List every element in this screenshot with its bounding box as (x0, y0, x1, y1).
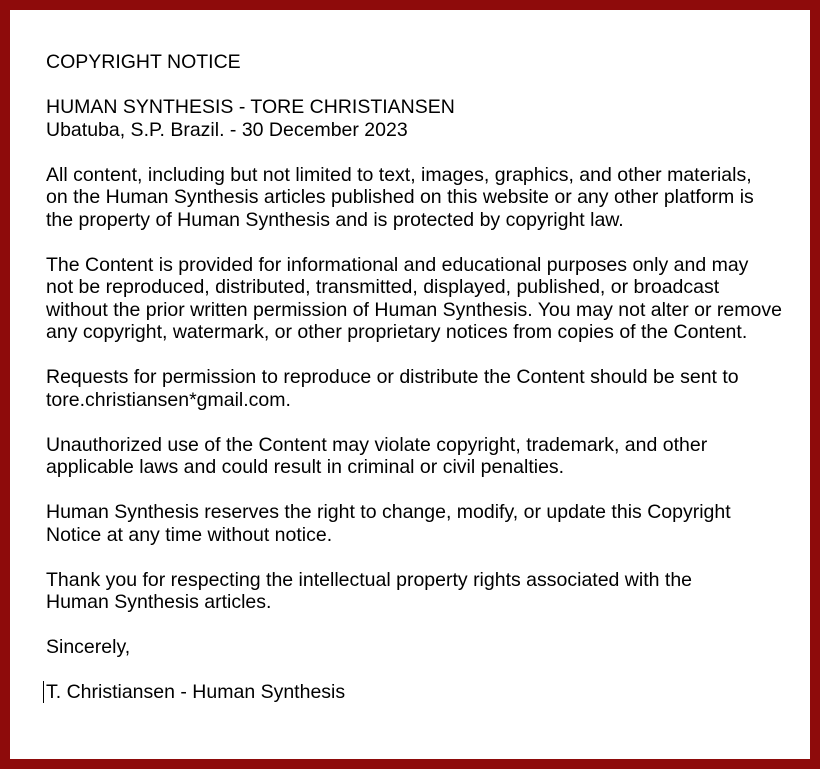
paragraph-line: The Content is provided for informational and educational purposes only and may (46, 253, 749, 276)
title-block (46, 51, 792, 74)
paragraph-line: Human Synthesis articles. (46, 591, 272, 613)
paragraph-line: any copyright, watermark, or other proprietary notices from copies of the Content. (46, 321, 748, 343)
signature-line (46, 681, 792, 704)
closing-block (46, 636, 792, 659)
paragraph-usage-restrictions (46, 254, 792, 344)
paragraph-line: All content, including but not limited to text, images, graphics, and other materials, (46, 163, 752, 186)
paragraph-line: on the Human Synthesis articles published on this website or any other platform is (46, 186, 754, 208)
paragraph-line: Requests for permission to reproduce or distribute the Content should be sent to (46, 366, 739, 388)
paragraph-line: Unauthorized use of the Content may violate copyright, trademark, and other (46, 433, 708, 456)
place-date-line: Ubatuba, S.P. Brazil. - 30 December 2023 (46, 118, 408, 141)
paragraph-line: without the prior written permission of Human Synthesis. You may not alter or remove (46, 298, 782, 321)
paragraph-permission-requests (46, 366, 792, 411)
text-cursor (43, 681, 44, 703)
header-block (46, 96, 792, 141)
paragraph-ownership (46, 164, 792, 232)
signature-block (46, 681, 792, 704)
paragraph-line: Notice at any time without notice. (46, 523, 333, 546)
paragraph-line: Human Synthesis reserves the right to change, modify, or update this Copyright (46, 501, 731, 523)
document-text-area[interactable] (10, 10, 810, 704)
organization-line: HUMAN SYNTHESIS - TORE CHRISTIANSEN (46, 96, 455, 118)
paragraph-modification-rights (46, 501, 792, 546)
paragraph-unauthorized-use (46, 434, 792, 479)
paragraph-line: Thank you for respecting the intellectual property rights associated with the (46, 568, 693, 591)
paragraph-line: applicable laws and could result in criminal or civil penalties. (46, 456, 565, 478)
page-title: COPYRIGHT NOTICE (46, 51, 241, 73)
contact-email-line: tore.christiansen*gmail.com. (46, 388, 291, 411)
paragraph-thanks (46, 569, 792, 614)
paragraph-line: the property of Human Synthesis and is protected by copyright law. (46, 208, 624, 231)
signature-text: T. Christiansen - Human Synthesis (46, 681, 346, 703)
closing-line: Sincerely, (46, 636, 131, 658)
paragraph-line: not be reproduced, distributed, transmitted, displayed, published, or broadcast (46, 276, 720, 298)
